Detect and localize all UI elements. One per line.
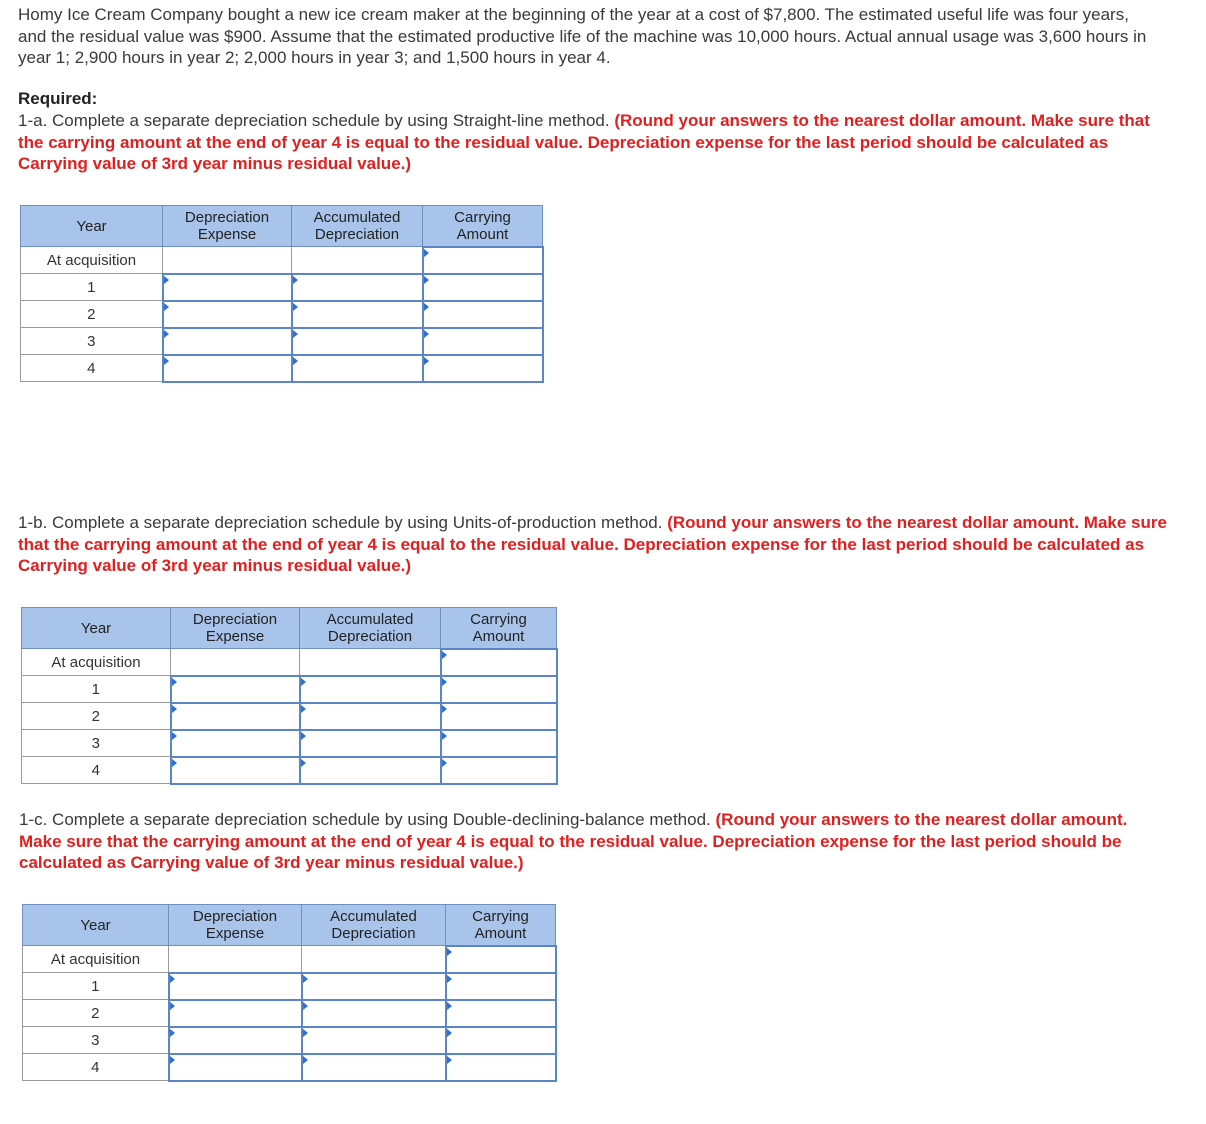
answer-field[interactable] <box>293 333 422 350</box>
answer-field[interactable] <box>172 762 299 779</box>
input-marker-icon <box>170 1002 175 1010</box>
accumulated-depreciation-input[interactable] <box>292 328 423 355</box>
accumulated-depreciation-input[interactable] <box>300 676 441 703</box>
input-marker-icon <box>442 678 447 686</box>
depreciation-expense-input[interactable] <box>163 274 292 301</box>
table-row <box>22 649 557 676</box>
table-header-row <box>21 206 543 247</box>
year-cell: 2 <box>21 301 163 328</box>
depreciation-expense-input[interactable] <box>171 676 300 703</box>
answer-field[interactable] <box>424 279 542 296</box>
table-row <box>21 274 543 301</box>
accumulated-depreciation-input[interactable] <box>300 757 441 784</box>
empty-cell <box>171 649 300 676</box>
answer-field[interactable] <box>170 978 301 995</box>
schedule-table-1b <box>21 607 558 785</box>
year-cell: 4 <box>23 1054 169 1081</box>
answer-field[interactable] <box>303 1005 445 1022</box>
year-cell: 3 <box>22 730 171 757</box>
input-marker-icon <box>164 303 169 311</box>
answer-field[interactable] <box>442 708 556 725</box>
carrying-amount-input[interactable] <box>446 1054 556 1081</box>
accumulated-depreciation-header: Accumulated Depreciation <box>302 905 446 946</box>
answer-field[interactable] <box>293 279 422 296</box>
answer-field[interactable] <box>447 978 555 995</box>
carrying-amount-input[interactable] <box>423 301 543 328</box>
accumulated-depreciation-input[interactable] <box>292 274 423 301</box>
carrying-amount-input[interactable] <box>441 676 557 703</box>
depreciation-expense-input[interactable] <box>169 973 302 1000</box>
depreciation-expense-input[interactable] <box>171 703 300 730</box>
part-1c-prompt <box>19 809 1169 874</box>
year-cell: 1 <box>21 274 163 301</box>
input-marker-icon <box>301 678 306 686</box>
schedule-table-1a <box>20 205 544 383</box>
carrying-amount-input[interactable] <box>446 946 556 973</box>
table-row <box>21 328 543 355</box>
input-marker-icon <box>447 1029 452 1037</box>
carrying-amount-input[interactable] <box>441 649 557 676</box>
input-marker-icon <box>293 357 298 365</box>
carrying-amount-input[interactable] <box>446 1000 556 1027</box>
table-row <box>23 1027 556 1054</box>
table-row <box>22 730 557 757</box>
depreciation-expense-header: Depreciation Expense <box>169 905 302 946</box>
table-row <box>22 676 557 703</box>
input-marker-icon <box>442 759 447 767</box>
answer-field[interactable] <box>301 735 440 752</box>
input-marker-icon <box>303 1002 308 1010</box>
input-marker-icon <box>447 975 452 983</box>
carrying-amount-input[interactable] <box>446 1027 556 1054</box>
empty-cell <box>169 946 302 973</box>
answer-field[interactable] <box>293 360 422 377</box>
empty-cell <box>300 649 441 676</box>
part-1b-instruction: (Round your answers to the nearest dollar amount. Make sure that the carrying amount at the end of year 4 is equal to the residual value. Depreciation expense for the last period should be calculated as Carrying value of 3rd year minus residual value.) <box>18 513 1167 575</box>
required-heading: Required: <box>18 89 98 108</box>
input-marker-icon <box>164 330 169 338</box>
input-marker-icon <box>172 678 177 686</box>
input-marker-icon <box>170 975 175 983</box>
table-header-row <box>23 905 556 946</box>
answer-field[interactable] <box>170 1005 301 1022</box>
year-cell: 1 <box>22 676 171 703</box>
year-cell: 3 <box>23 1027 169 1054</box>
problem-statement: Homy Ice Cream Company bought a new ice cream maker at the beginning of the year at a cost of $7,800. The estimated useful life was four years, and the residual value was $900. Assume that the estimated productive life of the machine was 10,000 hours. Actual annual usage was 3,600 hours in year 1; 2,900 hours in year 2; 2,000 hours in year 3; and 1,500 hours in year 4. <box>18 5 1147 67</box>
year-cell: 4 <box>21 355 163 382</box>
input-marker-icon <box>303 975 308 983</box>
accumulated-depreciation-input[interactable] <box>292 301 423 328</box>
input-marker-icon <box>424 249 429 257</box>
year-cell: 3 <box>21 328 163 355</box>
answer-field[interactable] <box>303 1032 445 1049</box>
year-header: Year <box>22 608 171 649</box>
input-marker-icon <box>424 330 429 338</box>
answer-field[interactable] <box>424 306 542 323</box>
input-marker-icon <box>301 732 306 740</box>
year-cell: 4 <box>22 757 171 784</box>
answer-field[interactable] <box>301 681 440 698</box>
input-marker-icon <box>301 705 306 713</box>
accumulated-depreciation-input[interactable] <box>302 1054 446 1081</box>
part-1a-instruction: (Round your answers to the nearest dollar amount. Make sure that the carrying amount at the end of year 4 is equal to the residual value. Depreciation expense for the last period should be calculated as Carrying value of 3rd year minus residual value.) <box>18 111 1150 173</box>
answer-field[interactable] <box>424 360 542 377</box>
input-marker-icon <box>170 1056 175 1064</box>
input-marker-icon <box>447 1056 452 1064</box>
input-marker-icon <box>442 705 447 713</box>
answer-field[interactable] <box>172 708 299 725</box>
year-cell: 1 <box>23 973 169 1000</box>
input-marker-icon <box>301 759 306 767</box>
empty-cell <box>292 247 423 274</box>
carrying-amount-input[interactable] <box>423 274 543 301</box>
input-marker-icon <box>164 276 169 284</box>
accumulated-depreciation-input[interactable] <box>300 730 441 757</box>
input-marker-icon <box>303 1056 308 1064</box>
table-row <box>21 301 543 328</box>
year-cell: At acquisition <box>23 946 169 973</box>
year-cell: 2 <box>22 703 171 730</box>
year-header: Year <box>21 206 163 247</box>
answer-field[interactable] <box>447 1059 555 1076</box>
carrying-amount-input[interactable] <box>423 355 543 382</box>
input-marker-icon <box>172 732 177 740</box>
carrying-amount-input[interactable] <box>423 328 543 355</box>
depreciation-expense-input[interactable] <box>169 1027 302 1054</box>
carrying-amount-input[interactable] <box>441 757 557 784</box>
table-row <box>21 355 543 382</box>
accumulated-depreciation-header: Accumulated Depreciation <box>300 608 441 649</box>
answer-field[interactable] <box>293 306 422 323</box>
input-marker-icon <box>303 1029 308 1037</box>
answer-field[interactable] <box>172 735 299 752</box>
carrying-amount-header: Carrying Amount <box>423 206 543 247</box>
table-row <box>21 247 543 274</box>
answer-field[interactable] <box>442 762 556 779</box>
input-marker-icon <box>424 276 429 284</box>
part-1b-text: 1-b. Complete a separate depreciation schedule by using Units-of-production method. <box>18 513 663 532</box>
input-marker-icon <box>293 330 298 338</box>
input-marker-icon <box>170 1029 175 1037</box>
part-1a-text: 1-a. Complete a separate depreciation schedule by using Straight-line method. <box>18 111 610 130</box>
answer-field[interactable] <box>447 951 555 968</box>
accumulated-depreciation-input[interactable] <box>292 355 423 382</box>
answer-field[interactable] <box>164 360 291 377</box>
input-marker-icon <box>172 705 177 713</box>
input-marker-icon <box>424 357 429 365</box>
table-header-row <box>22 608 557 649</box>
year-header: Year <box>23 905 169 946</box>
answer-field[interactable] <box>442 681 556 698</box>
carrying-amount-input[interactable] <box>423 247 543 274</box>
schedule-table-1c <box>22 904 557 1082</box>
carrying-amount-header: Carrying Amount <box>446 905 556 946</box>
input-marker-icon <box>447 1002 452 1010</box>
answer-field[interactable] <box>442 654 556 671</box>
part-1c-text: 1-c. Complete a separate depreciation schedule by using Double-declining-balance method. <box>19 810 711 829</box>
carrying-amount-header: Carrying Amount <box>441 608 557 649</box>
year-cell: 2 <box>23 1000 169 1027</box>
answer-field[interactable] <box>164 279 291 296</box>
part-1b-prompt <box>18 512 1168 577</box>
input-marker-icon <box>442 651 447 659</box>
accumulated-depreciation-input[interactable] <box>302 1027 446 1054</box>
accumulated-depreciation-input[interactable] <box>300 703 441 730</box>
table-row <box>23 1054 556 1081</box>
year-cell: At acquisition <box>22 649 171 676</box>
answer-field[interactable] <box>303 978 445 995</box>
carrying-amount-input[interactable] <box>441 730 557 757</box>
input-marker-icon <box>442 732 447 740</box>
answer-field[interactable] <box>442 735 556 752</box>
table-row <box>23 973 556 1000</box>
accumulated-depreciation-input[interactable] <box>302 973 446 1000</box>
table-row <box>22 757 557 784</box>
depreciation-expense-input[interactable] <box>163 355 292 382</box>
answer-field[interactable] <box>301 762 440 779</box>
carrying-amount-input[interactable] <box>446 973 556 1000</box>
answer-field[interactable] <box>447 1032 555 1049</box>
answer-field[interactable] <box>303 1059 445 1076</box>
part-1c-instruction: (Round your answers to the nearest dollar amount. Make sure that the carrying amount at the end of year 4 is equal to the residual value. Depreciation expense for the last period should be calculated as Carrying value of 3rd year minus residual value.) <box>19 810 1128 872</box>
carrying-amount-input[interactable] <box>441 703 557 730</box>
accumulated-depreciation-header: Accumulated Depreciation <box>292 206 423 247</box>
depreciation-expense-input[interactable] <box>169 1000 302 1027</box>
table-row <box>22 703 557 730</box>
depreciation-expense-header: Depreciation Expense <box>163 206 292 247</box>
input-marker-icon <box>293 276 298 284</box>
empty-cell <box>302 946 446 973</box>
depreciation-expense-input[interactable] <box>163 328 292 355</box>
part-1a-prompt <box>18 110 1168 175</box>
depreciation-expense-header: Depreciation Expense <box>171 608 300 649</box>
table-row <box>23 1000 556 1027</box>
accumulated-depreciation-input[interactable] <box>302 1000 446 1027</box>
answer-field[interactable] <box>447 1005 555 1022</box>
answer-field[interactable] <box>424 252 542 269</box>
input-marker-icon <box>293 303 298 311</box>
answer-field[interactable] <box>424 333 542 350</box>
answer-field[interactable] <box>170 1032 301 1049</box>
answer-field[interactable] <box>164 333 291 350</box>
depreciation-expense-input[interactable] <box>169 1054 302 1081</box>
depreciation-expense-input[interactable] <box>163 301 292 328</box>
empty-cell <box>163 247 292 274</box>
input-marker-icon <box>447 948 452 956</box>
table-row <box>23 946 556 973</box>
input-marker-icon <box>172 759 177 767</box>
depreciation-expense-input[interactable] <box>171 730 300 757</box>
answer-field[interactable] <box>301 708 440 725</box>
answer-field[interactable] <box>164 306 291 323</box>
depreciation-expense-input[interactable] <box>171 757 300 784</box>
input-marker-icon <box>164 357 169 365</box>
year-cell: At acquisition <box>21 247 163 274</box>
input-marker-icon <box>424 303 429 311</box>
answer-field[interactable] <box>172 681 299 698</box>
answer-field[interactable] <box>170 1059 301 1076</box>
